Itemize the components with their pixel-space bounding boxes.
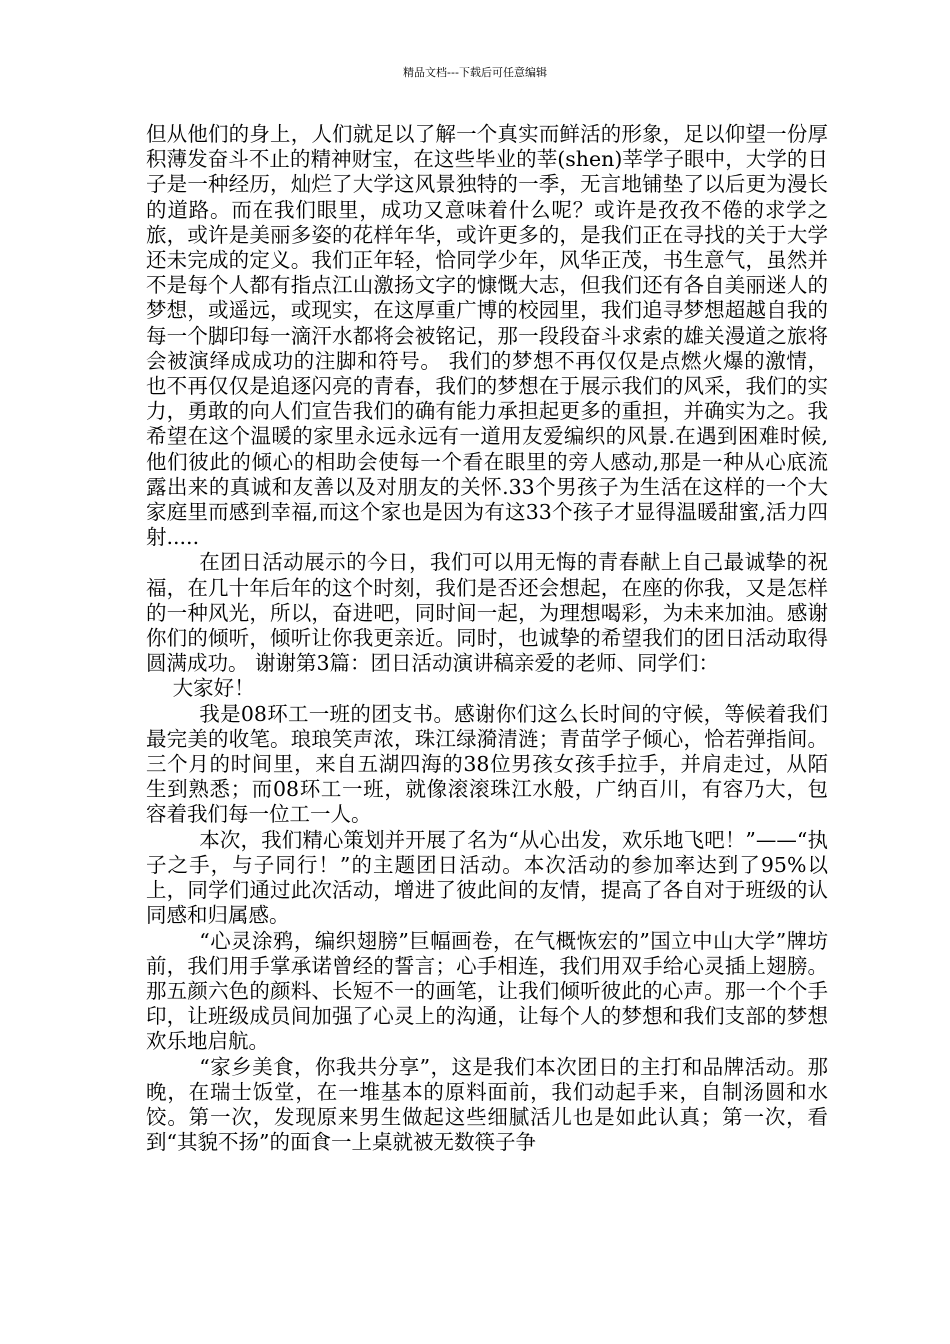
document-body xyxy=(146,122,828,1155)
paragraph-greeting: 大家好！ xyxy=(172,676,255,701)
paragraph-6: “家乡美食，你我共分享”，这是我们本次团日的主打和品牌活动。那晚，在瑞士饭堂，在一堆基本的原料面前，我们动起手来，自制汤圆和水饺。第一次，发现原来男生做起这些细腻活儿也是如此认真；第一次，看到“其貌不扬”的面食一上桌就被无数筷子争 xyxy=(146,1054,828,1155)
paragraph-1: 但从他们的身上，人们就足以了解一个真实而鲜活的形象，足以仰望一份厚积薄发奋斗不止的精神财宝，在这些毕业的莘(shen)莘学子眼中，大学的日子是一种经历，灿烂了大学这风景独特的一季，无言地铺垫了以后更为漫长的道路。而在我们眼里，成功又意味着什么呢？或许是孜孜不倦的求学之旅，或许是美丽多姿的花样年华，或许更多的，是我们正在寻找的关于大学还未完成的定义。我们正年轻，恰同学少年，风华正茂，书生意气，虽然并不是每个人都有指点江山激扬文字的慷慨大志，但我们还有各自美丽迷人的梦想，或遥远，或现实，在这厚重广博的校园里，我们追寻梦想超越自我的每一个脚印每一滴汗水都将会被铭记，那一段段奋斗求索的雄关漫道之旅将会被演绎成成功的注脚和符号。 我们的梦想不再仅仅是点燃火爆的激情，也不再仅仅是追逐闪亮的青春，我们的梦想在于展示我们的风采，我们的实力，勇敢的向人们宣告我们的确有能力承担起更多的重担，并确实为之。我希望在这个温暖的家里永远永远有一道用友爱编织的风景.在遇到困难时候,他们彼此的倾心的相助会使每一个看在眼里的旁人感动,那是一种从心底流露出来的真诚和友善以及对朋友的关怀.33个男孩子为生活在这样的一个大家庭里而感到幸福,而这个家也是因为有这33个孩子才显得温暖甜蜜,活力四射..... xyxy=(146,122,828,550)
paragraph-4: 本次，我们精心策划并开展了名为“从心出发，欢乐地飞吧！”——“执子之手，与子同行！”的主题团日活动。本次活动的参加率达到了95%以上，同学们通过此次活动，增进了彼此间的友情，提高了各自对于班级的认同感和归属感。 xyxy=(146,827,828,928)
paragraph-2: 在团日活动展示的今日，我们可以用无悔的青春献上自己最诚挚的祝福，在几十年后年的这个时刻，我们是否还会想起，在座的你我，又是怎样的一种风光，所以，奋进吧，同时间一起，为理想喝彩，为未来加油。感谢你们的倾听，倾听让你我更亲近。同时，也诚挚的希望我们的团日活动取得圆满成功。 谢谢第3篇：团日活动演讲稿亲爱的老师、同学们： xyxy=(146,550,828,676)
page-header: 精品文档---下载后可任意编辑 xyxy=(403,66,547,79)
paragraph-3: 我是08环工一班的团支书。感谢你们这么长时间的守候，等候着我们最完美的收笔。琅琅笑声浓，珠江绿漪清涟；青苗学子倾心，恰若弹指间。三个月的时间里，来自五湖四海的38位男孩女孩手拉手，并肩走过，从陌生到熟悉；而08环工一班，就像滚滚珠江水般，广纳百川，有容乃大，包容着我们每一位工一人。 xyxy=(146,701,828,827)
paragraph-5: “心灵涂鸦，编织翅膀”巨幅画卷，在气概恢宏的”国立中山大学”牌坊前，我们用手掌承诺曾经的誓言；心手相连，我们用双手给心灵插上翅膀。那五颜六色的颜料、长短不一的画笔，让我们倾听彼此的心声。那一个个手印，让班级成员间加强了心灵上的沟通，让每个人的梦想和我们支部的梦想欢乐地启航。 xyxy=(146,928,828,1054)
